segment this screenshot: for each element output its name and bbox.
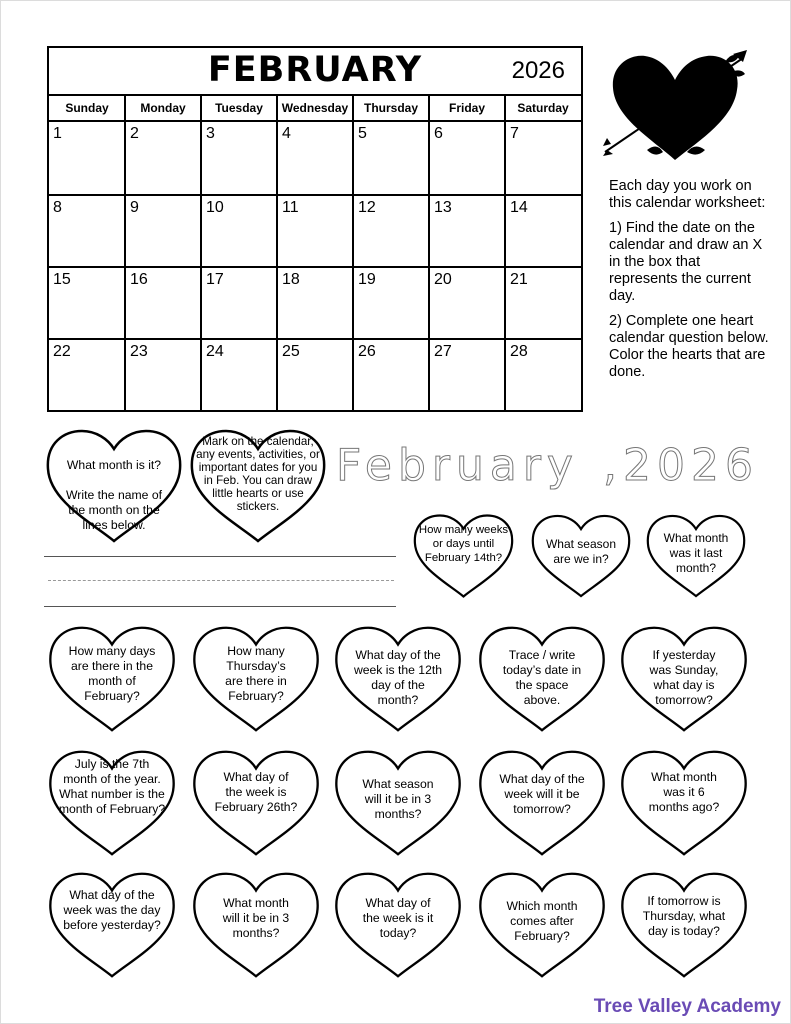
heart-question: How many Thursday’s are there in February? — [225, 643, 287, 703]
date-cell[interactable]: 25 — [282, 343, 300, 360]
date-cell[interactable]: 23 — [130, 343, 148, 360]
date-cell[interactable]: 1 — [53, 125, 62, 142]
question-heart[interactable] — [476, 748, 608, 858]
question-heart[interactable] — [476, 870, 608, 980]
heart-question: What day of the week is the 12th day of the month? — [353, 648, 443, 708]
heart-question: How many weeks or days until February 14th? — [418, 523, 509, 564]
question-heart[interactable] — [530, 512, 632, 600]
weekday-label: Saturday — [517, 101, 569, 115]
heart-question: If yesterday was Sunday, what day is tomorrow? — [649, 648, 719, 708]
calendar-header — [49, 48, 581, 96]
weekday-header-row — [49, 96, 581, 122]
heart-question: What day of the week is it today? — [362, 896, 434, 941]
date-cell[interactable]: 9 — [130, 199, 139, 216]
heart-question: What month is it? Write the name of the month on the lines below. — [66, 457, 162, 532]
date-cell[interactable]: 13 — [434, 199, 452, 216]
question-heart[interactable] — [44, 427, 184, 545]
date-cell[interactable]: 3 — [206, 125, 215, 142]
calendar-month: FEBRUARY — [207, 50, 423, 90]
calendar-year: 2026 — [511, 57, 565, 84]
question-heart[interactable] — [190, 624, 322, 734]
heart-question: If tomorrow is Thursday, what day is today? — [642, 894, 726, 939]
question-heart[interactable] — [618, 748, 750, 858]
date-cell[interactable]: 8 — [53, 199, 62, 216]
weekday-label: Thursday — [363, 101, 418, 115]
instructions-intro: Each day you work on this calendar worksheet: — [609, 178, 766, 211]
trace-year: ,2026 — [603, 440, 759, 491]
heart-question: July is the 7th month of the year. What number is the month of February? — [58, 756, 166, 816]
question-heart[interactable] — [476, 624, 608, 734]
writing-line — [44, 606, 396, 607]
date-cell[interactable]: 26 — [358, 343, 376, 360]
heart-question: What season are we in? — [545, 536, 617, 566]
instructions — [609, 178, 769, 389]
weekday-label: Tuesday — [215, 101, 263, 115]
heart-question: What season will it be in 3 months? — [362, 776, 434, 821]
question-heart[interactable] — [618, 870, 750, 980]
date-cell[interactable]: 24 — [206, 343, 224, 360]
date-cell[interactable]: 22 — [53, 343, 71, 360]
instructions-step-1: 1) Find the date on the calendar and draw an X in the box that represents the current day. — [609, 220, 763, 304]
question-heart[interactable] — [412, 512, 515, 600]
date-cell[interactable]: 16 — [130, 271, 148, 288]
date-cell[interactable]: 19 — [358, 271, 376, 288]
question-heart[interactable] — [645, 512, 747, 600]
weekday-label: Friday — [448, 101, 485, 115]
date-cell[interactable]: 20 — [434, 271, 452, 288]
date-cell[interactable]: 2 — [130, 125, 139, 142]
heart-question: What day of the week was the day before yesterday? — [63, 887, 161, 932]
date-cell[interactable]: 12 — [358, 199, 376, 216]
heart-question: How many days are there in the month of February? — [68, 643, 156, 703]
instructions-step-2: 2) Complete one heart calendar question below. Color the hearts that are done. — [609, 313, 769, 380]
date-cell[interactable]: 17 — [206, 271, 224, 288]
question-heart[interactable] — [332, 870, 464, 980]
question-heart[interactable] — [46, 748, 178, 858]
date-cell[interactable]: 11 — [282, 199, 299, 216]
question-heart[interactable] — [190, 870, 322, 980]
date-cell[interactable]: 7 — [510, 125, 519, 142]
question-heart[interactable] — [332, 624, 464, 734]
date-cell[interactable]: 27 — [434, 343, 452, 360]
question-heart[interactable] — [332, 748, 464, 858]
weekday-label: Sunday — [65, 101, 109, 115]
heart-question: Trace / write today’s date in the space above. — [502, 648, 582, 708]
heart-arrow-icon — [603, 48, 753, 166]
writing-guide-line — [48, 580, 394, 581]
trace-month: February — [336, 440, 579, 491]
heart-question: What month was it last month? — [663, 531, 729, 576]
question-heart[interactable] — [190, 748, 322, 858]
heart-question: What month was it 6 months ago? — [648, 770, 720, 814]
date-cell[interactable]: 18 — [282, 271, 300, 288]
writing-line — [44, 556, 396, 557]
heart-question: What month will it be in 3 months? — [222, 896, 290, 941]
calendar — [47, 46, 583, 412]
question-heart[interactable] — [187, 427, 329, 545]
date-cell[interactable]: 21 — [510, 271, 528, 288]
weekday-label: Wednesday — [281, 101, 349, 115]
brand-name: Tree Valley Academy — [593, 996, 781, 1017]
heart-question: What day of the week is February 26th? — [214, 770, 298, 814]
date-cell[interactable]: 10 — [206, 199, 224, 216]
date-cell[interactable]: 28 — [510, 343, 528, 360]
heart-question: What day of the week will it be tomorrow? — [499, 772, 585, 817]
date-cell[interactable]: 5 — [358, 125, 367, 142]
date-cell[interactable]: 15 — [53, 271, 71, 288]
weekday-label: Monday — [140, 101, 186, 115]
heart-question: Which month comes after February? — [506, 898, 578, 943]
question-heart[interactable] — [46, 870, 178, 980]
calendar-grid — [49, 122, 581, 410]
question-heart[interactable] — [618, 624, 750, 734]
date-cell[interactable]: 4 — [282, 125, 291, 142]
question-heart[interactable] — [46, 624, 178, 734]
date-cell[interactable]: 6 — [434, 125, 443, 142]
heart-question: Mark on the calendar, any events, activities, or important dates for you in Feb. You can draw little hearts or use stickers. — [196, 435, 320, 514]
date-cell[interactable]: 14 — [510, 199, 528, 216]
